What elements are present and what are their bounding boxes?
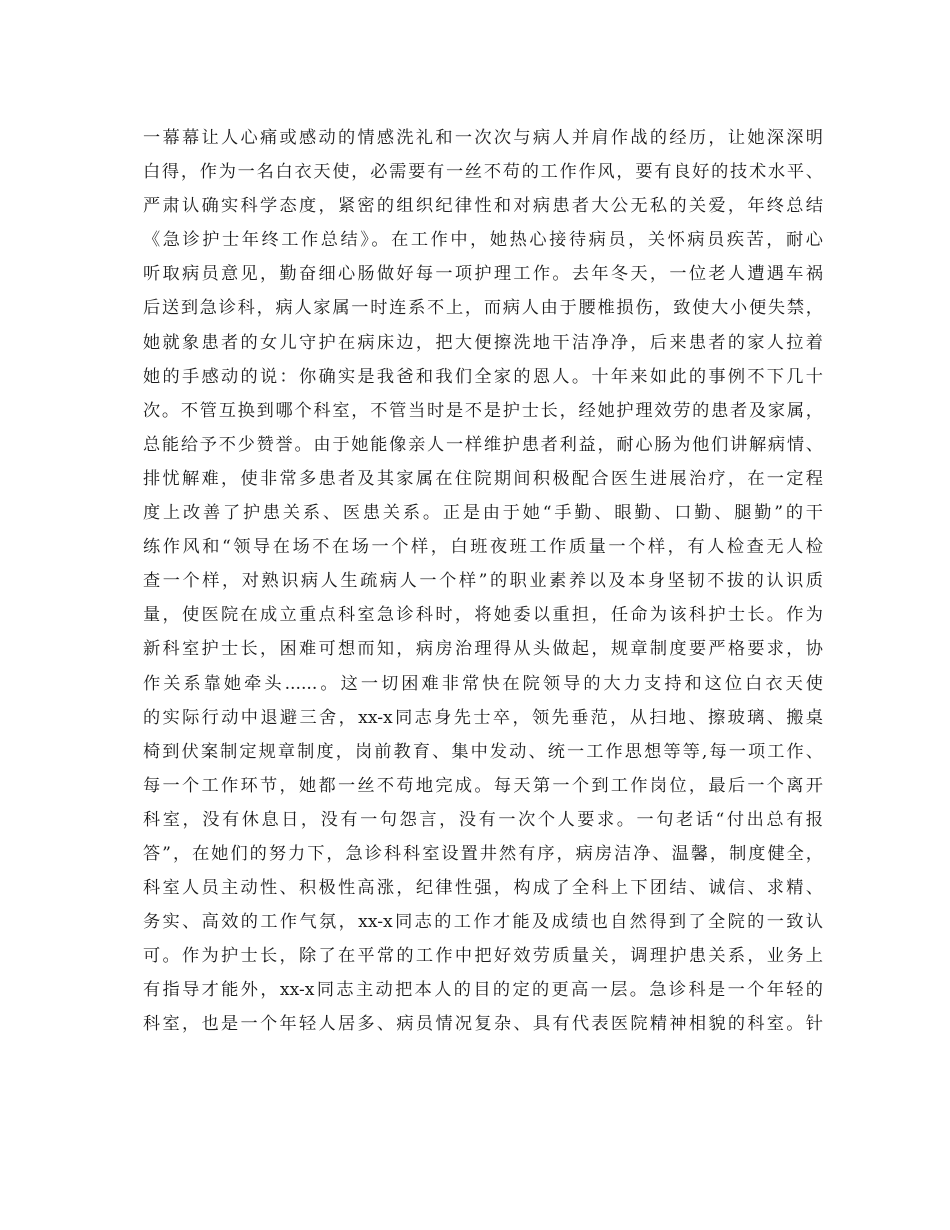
text-line: 查一个样，对熟识病人生疏病人一个样”的职业素养以及本身坚韧不拔的认识质 <box>143 571 823 592</box>
text-line: 可。作为护士长，除了在平常的工作中把好效劳质量关，调理护患关系，业务上 <box>143 946 823 967</box>
text-line: 一幕幕让人心痛或感动的情感洗礼和一次次与病人并肩作战的经历，让她深深明 <box>143 128 823 148</box>
text-line: 《急诊护士年终工作总结》。在工作中，她热心接待病员，关怀病员疾苦，耐心 <box>143 230 823 251</box>
text-line: 科室，也是一个年轻人居多、病员情况复杂、具有代表医院精神相貌的科室。针 <box>143 1014 823 1035</box>
text-line: 新科室护士长，困难可想而知，病房治理得从头做起，规章制度要严格要求，协 <box>143 639 823 660</box>
text-line: 次。不管互换到哪个科室，不管当时是不是护士长，经她护理效劳的患者及家属， <box>143 400 823 421</box>
text-line: 排忧解难，使非常多患者及其家属在住院期间积极配合医生进展治疗，在一定程 <box>143 468 823 489</box>
text-line: 后送到急诊科，病人家属一时连系不上，而病人由于腰椎损伤，致使大小便失禁， <box>143 298 823 319</box>
text-line: 度上改善了护患关系、医患关系。正是由于她“手勤、眼勤、口勤、腿勤”的干 <box>143 503 823 524</box>
text-line: 科室，没有休息日，没有一句怨言，没有一次个人要求。一句老话“付出总有报 <box>143 809 823 830</box>
text-line: 严肃认确实科学态度，紧密的组织纪律性和对病患者大公无私的关爱，年终总结 <box>143 196 823 217</box>
text-line: 椅到伏案制定规章制度，岗前教育、集中发动、统一工作思想等等,每一项工作、 <box>143 741 823 762</box>
text-line: 白得，作为一名白衣天使，必需要有一丝不苟的工作作风，要有良好的技术水平、 <box>143 162 823 183</box>
text-line: 有指导才能外，xx-x同志主动把本人的目的定的更高一层。急诊科是一个年轻的 <box>143 980 823 1001</box>
text-line: 答”，在她们的努力下，急诊科科室设置井然有序，病房洁净、温馨，制度健全， <box>143 843 823 864</box>
text-line: 量，使医院在成立重点科室急诊科时，将她委以重担，任命为该科护士长。作为 <box>143 605 823 626</box>
text-line: 她就象患者的女儿守护在病床边，把大便擦洗地干洁净净，后来患者的家人拉着 <box>143 332 823 353</box>
text-line: 科室人员主动性、积极性高涨，纪律性强，构成了全科上下团结、诚信、求精、 <box>143 878 823 899</box>
text-line: 每一个工作环节，她都一丝不苟地完成。每天第一个到工作岗位，最后一个离开 <box>143 775 823 796</box>
text-line: 听取病员意见，勤奋细心肠做好每一项护理工作。去年冬天，一位老人遭遇车祸 <box>143 264 823 285</box>
text-line: 的实际行动中退避三舍，xx-x同志身先士卒，领先垂范，从扫地、擦玻璃、搬桌 <box>143 707 823 728</box>
text-line: 总能给予不少赞誉。由于她能像亲人一样维护患者利益，耐心肠为他们讲解病情、 <box>143 434 823 455</box>
text-line: 她的手感动的说：你确实是我爸和我们全家的恩人。十年来如此的事例不下几十 <box>143 366 823 387</box>
body-paragraph <box>143 121 823 1042</box>
text-line: 练作风和“领导在场不在场一个样，白班夜班工作质量一个样，有人检查无人检 <box>143 537 823 558</box>
text-line: 务实、高效的工作气氛，xx-x同志的工作才能及成绩也自然得到了全院的一致认 <box>143 912 823 933</box>
text-line: 作关系靠她牵头......。这一切困难非常快在院领导的大力支持和这位白衣天使 <box>143 673 823 694</box>
